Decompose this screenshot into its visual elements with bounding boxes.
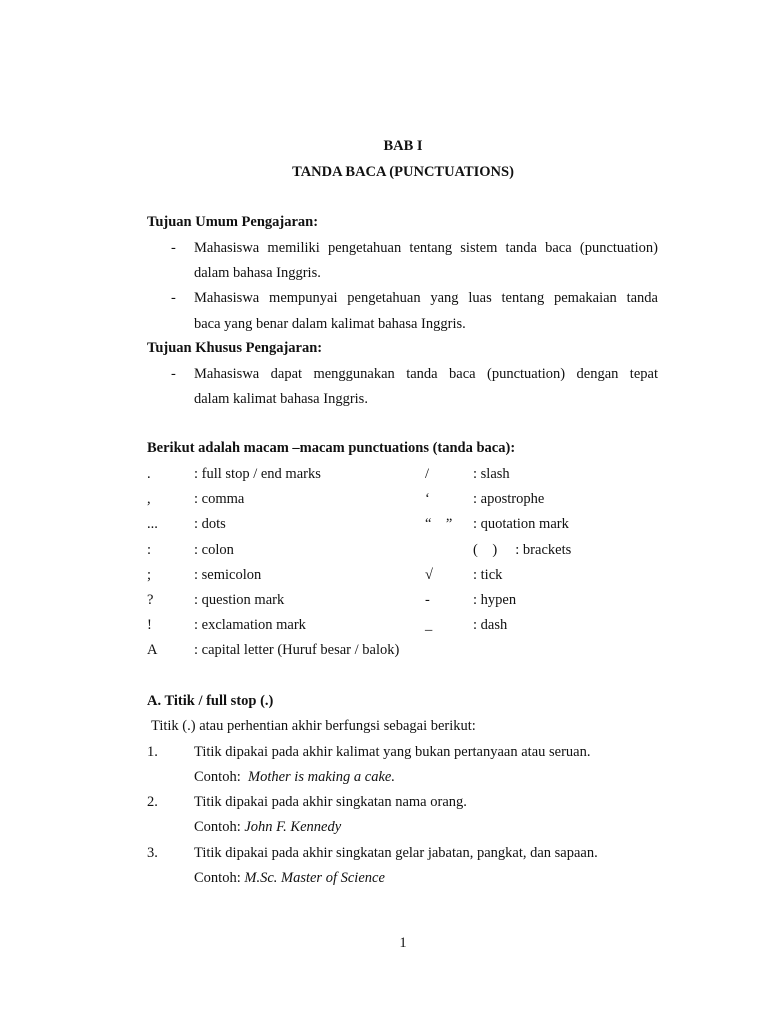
example-line xyxy=(194,869,385,887)
example-text: M.Sc. Master of Science xyxy=(244,870,385,886)
bullet: - xyxy=(171,290,176,306)
punct-desc: : capital letter (Huruf besar / balok) xyxy=(194,642,400,658)
example-label: Contoh: xyxy=(194,870,241,886)
punct-desc: : exclamation mark xyxy=(194,617,306,633)
punct-symbol: A xyxy=(147,642,158,658)
punct-symbol: ; xyxy=(147,567,152,583)
punct-symbol: / xyxy=(425,466,430,482)
item-text: Titik dipakai pada akhir singkatan nama orang. xyxy=(194,794,467,810)
list-item-line: dalam kalimat bahasa Inggris. xyxy=(194,391,368,407)
example-label: Contoh: xyxy=(194,769,241,785)
list-item-line: Mahasiswa mempunyai pengetahuan yang luas tentang pemakaian tanda xyxy=(194,290,658,306)
chapter-title: TANDA BACA (PUNCTUATIONS) xyxy=(292,164,514,180)
punct-desc: : semicolon xyxy=(194,567,262,583)
punct-symbol: , xyxy=(147,491,151,507)
example-line xyxy=(194,768,395,786)
punct-desc: : tick xyxy=(473,567,503,583)
example-line xyxy=(194,818,341,836)
list-item-line: Mahasiswa memiliki pengetahuan tentang sistem tanda baca (punctuation) xyxy=(194,240,658,256)
tujuan-umum-heading: Tujuan Umum Pengajaran: xyxy=(147,214,319,230)
punct-symbol: ? xyxy=(147,592,154,608)
punct-symbol: ‘ xyxy=(425,491,430,507)
item-text: Titik dipakai pada akhir kalimat yang bukan pertanyaan atau seruan. xyxy=(194,744,591,760)
item-number: 3. xyxy=(147,845,158,861)
list-item-line: baca yang benar dalam kalimat bahasa Inggris. xyxy=(194,316,466,332)
item-number: 1. xyxy=(147,744,158,760)
punct-desc: : hypen xyxy=(473,592,517,608)
chapter-label: BAB I xyxy=(383,138,423,154)
punct-desc: : quotation mark xyxy=(473,516,569,532)
list-item-line: Mahasiswa dapat menggunakan tanda baca (punctuation) dengan tepat xyxy=(194,366,658,382)
page-number: 1 xyxy=(399,935,407,951)
punct-desc: : question mark xyxy=(194,592,285,608)
punctuation-list-heading: Berikut adalah macam –macam punctuations (tanda baca): xyxy=(147,440,516,456)
punct-desc: : colon xyxy=(194,542,234,558)
punct-desc: : slash xyxy=(473,466,510,482)
punct-desc: ( ) : brackets xyxy=(473,542,572,558)
punct-desc: : comma xyxy=(194,491,245,507)
punct-desc: : apostrophe xyxy=(473,491,545,507)
punct-symbol: √ xyxy=(425,567,433,583)
punct-desc: : dash xyxy=(473,617,508,633)
punct-symbol: . xyxy=(147,466,151,482)
example-text: Mother is making a cake. xyxy=(247,769,395,785)
punct-desc: : dots xyxy=(194,516,226,532)
tujuan-khusus-heading: Tujuan Khusus Pengajaran: xyxy=(147,340,323,356)
punct-symbol: : xyxy=(147,542,152,558)
bullet: - xyxy=(171,240,176,256)
item-number: 2. xyxy=(147,794,158,810)
section-a-heading: A. Titik / full stop (.) xyxy=(147,693,274,709)
example-label: Contoh: xyxy=(194,819,241,835)
punct-symbol: ... xyxy=(147,516,158,532)
example-text: John F. Kennedy xyxy=(244,819,342,835)
punct-desc: : full stop / end marks xyxy=(194,466,321,482)
item-text: Titik dipakai pada akhir singkatan gelar jabatan, pangkat, dan sapaan. xyxy=(194,845,598,861)
punct-symbol: ! xyxy=(147,617,152,633)
section-a-intro: Titik (.) atau perhentian akhir berfungsi sebagai berikut: xyxy=(151,718,476,734)
punct-symbol: - xyxy=(425,592,430,608)
list-item-line: dalam bahasa Inggris. xyxy=(194,265,321,281)
punct-symbol: _ xyxy=(425,617,433,633)
bullet: - xyxy=(171,366,176,382)
punct-symbol: “ ” xyxy=(425,516,453,532)
